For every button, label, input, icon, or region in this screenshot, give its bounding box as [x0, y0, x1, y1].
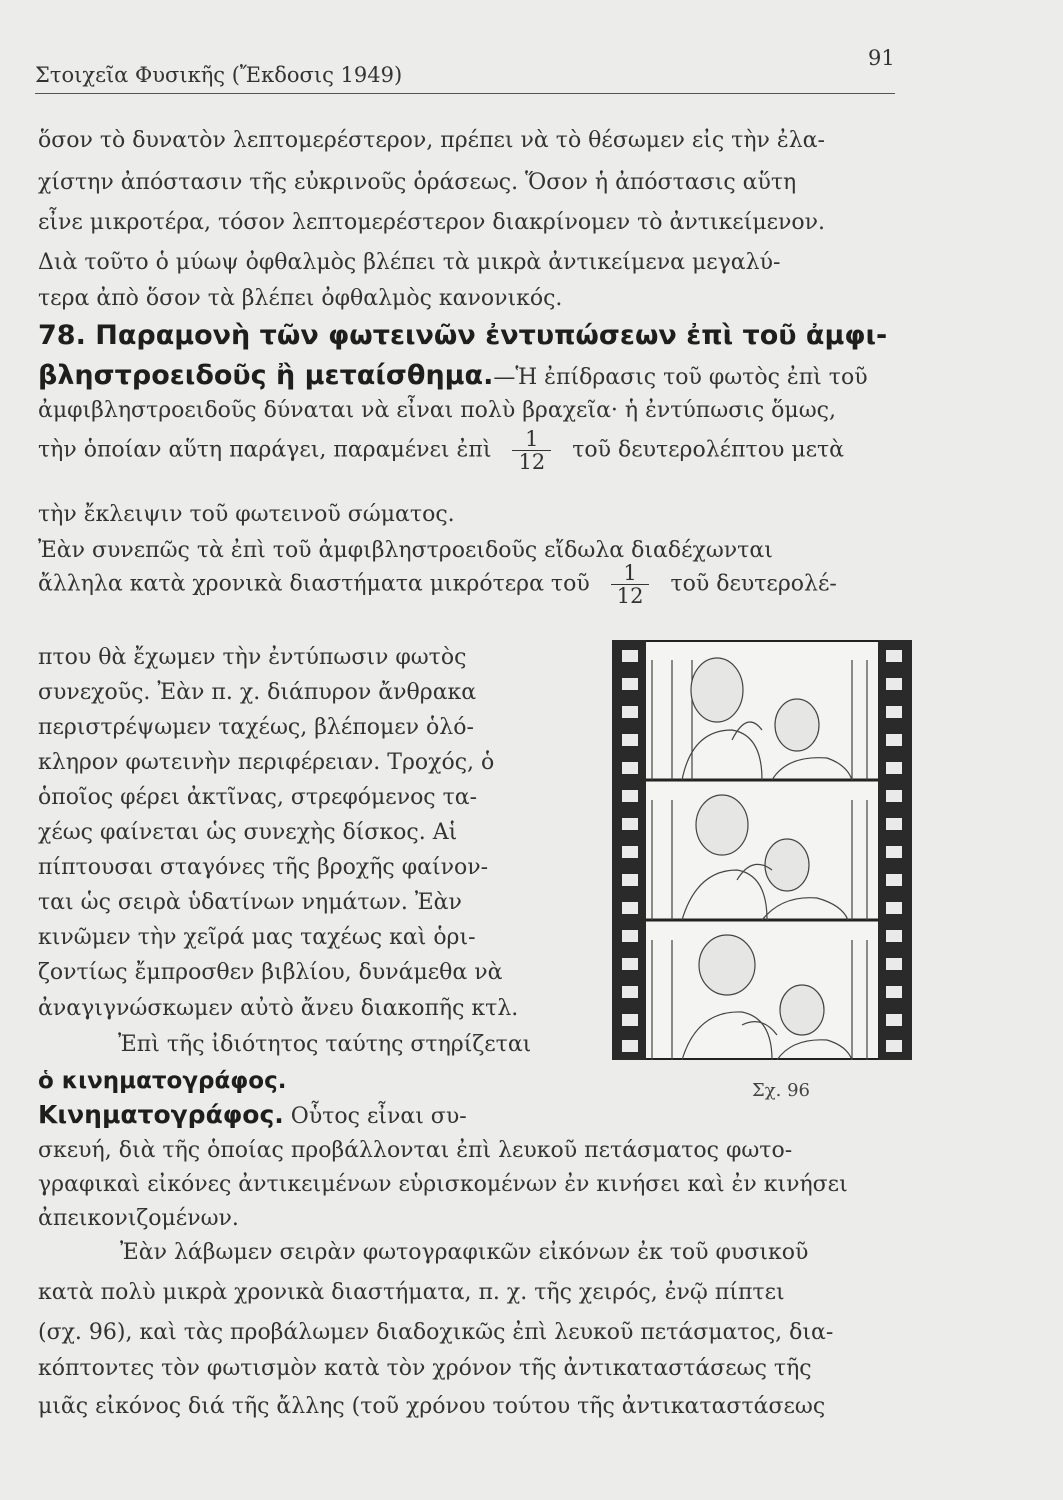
fraction	[611, 562, 650, 607]
text-line: περιστρέψωμεν ταχέως, βλέπομεν ὁλό-	[38, 715, 474, 740]
text-line: ἀναγιγνώσκωμεν αὐτὸ ἄνευ διακοπῆς κτλ.	[38, 996, 519, 1021]
text-line	[38, 360, 868, 391]
text-line	[38, 1100, 467, 1129]
text-line: Ἐὰν συνεπῶς τὰ ἐπὶ τοῦ ἀμφιβληστροειδοῦς εἴδωλα διαδέχωνται	[38, 538, 773, 563]
text-span: —Ἡ ἐπίδρασις τοῦ φωτὸς ἐπὶ τοῦ	[493, 365, 868, 390]
figure-caption: Σχ. 96	[752, 1080, 810, 1101]
subheading: Κινηματογράφος.	[38, 1100, 284, 1129]
fraction-denominator: 12	[611, 584, 650, 607]
text-line: μιᾶς εἰκόνος διά τῆς ἄλλης (τοῦ χρόνου τούτου τῆς ἀντικαταστάσεως	[38, 1394, 826, 1419]
section-heading: 78. Παραμονὴ τῶν φωτεινῶν ἐντυπώσεων ἐπὶ τοῦ ἀμφι-	[38, 320, 888, 351]
text-line: ται ὡς σειρὰ ὑδατίνων νημάτων. Ἐὰν	[38, 890, 462, 915]
text-span: ἄλληλα κατὰ χρονικὰ διαστήματα μικρότερα τοῦ	[38, 571, 590, 597]
text-line: γραφικαὶ εἰκόνες ἀντικειμένων εὑρισκομένων ἐν κινήσει καὶ ἐν κινήσει	[38, 1172, 848, 1197]
text-line: (σχ. 96), καὶ τὰς προβάλωμεν διαδοχικῶς ἐπὶ λευκοῦ πετάσματος, δια-	[38, 1320, 834, 1345]
text-line: ἀμφιβληστροειδοῦς δύναται νὰ εἶναι πολὺ βραχεῖα· ἡ ἐντύπωσις ὅμως,	[38, 398, 836, 423]
fraction-numerator: 1	[525, 427, 539, 451]
running-title: Στοιχεῖα Φυσικῆς (Ἔκδοσις 1949)	[35, 63, 403, 87]
film-strip-figure	[612, 640, 912, 1060]
text-line: κληρον φωτεινὴν περιφέρειαν. Τροχός, ὁ	[38, 750, 495, 775]
text-line: ἀπεικονιζομένων.	[38, 1206, 239, 1231]
text-line: Διὰ τοῦτο ὁ μύωψ ὀφθαλμὸς βλέπει τὰ μικρὰ ἀντικείμενα μεγαλύ-	[38, 250, 781, 275]
text-line: συνεχοῦς. Ἐὰν π. χ. διάπυρον ἄνθρακα	[38, 680, 477, 705]
text-line: Ἐὰν λάβωμεν σειρὰν φωτογραφικῶν εἰκόνων ἐκ τοῦ φυσικοῦ	[120, 1240, 809, 1265]
text-line: τὴν ἔκλειψιν τοῦ φωτεινοῦ σώματος.	[38, 502, 455, 527]
text-line: πτου θὰ ἔχωμεν τὴν ἐντύπωσιν φωτὸς	[38, 645, 467, 670]
text-line: κινῶμεν τὴν χεῖρά μας ταχέως καὶ ὁρι-	[38, 925, 476, 950]
text-span: τοῦ δευτερολέ-	[670, 571, 837, 597]
text-line: σκευή, διὰ τῆς ὁποίας προβάλλονται ἐπὶ λευκοῦ πετάσματος φωτο-	[38, 1138, 793, 1163]
text-line: πίπτουσαι σταγόνες τῆς βροχῆς φαίνον-	[38, 855, 489, 880]
text-line: ὁποῖος φέρει ἀκτῖνας, στρεφόμενος τα-	[38, 785, 478, 810]
text-span: τοῦ δευτερολέπτου μετὰ	[572, 437, 845, 463]
film-strip-illustration	[612, 640, 912, 1060]
text-line-with-fraction	[38, 428, 844, 473]
text-line: ὅσον τὸ δυνατὸν λεπτομερέστερον, πρέπει νὰ τὸ θέσωμεν εἰς τὴν ἐλα-	[38, 128, 825, 153]
text-line: χέως φαίνεται ὡς συνεχὴς δίσκος. Αἱ	[38, 820, 458, 845]
section-heading-cont: βληστροειδοῦς ἢ μεταίσθημα.	[38, 360, 494, 391]
text-line: χίστην ἀπόστασιν τῆς εὐκρινοῦς ὁράσεως. Ὅσον ἡ ἀπόστασις αὕτη	[38, 170, 797, 195]
sprocket-holes-left	[622, 650, 638, 1052]
text-line: κατὰ πολὺ μικρὰ χρονικὰ διαστήματα, π. χ. τῆς χειρός, ἐνῷ πίπτει	[38, 1280, 785, 1305]
bold-term: ὁ κινηματογράφος.	[38, 1068, 287, 1094]
sprocket-holes-right	[886, 650, 902, 1052]
text-line: τερα ἀπὸ ὅσον τὰ βλέπει ὀφθαλμὸς κανονικός.	[38, 286, 563, 311]
text-line: κόπτοντες τὸν φωτισμὸν κατὰ τὸν χρόνον τῆς ἀντικαταστάσεως τῆς	[38, 1356, 812, 1381]
text-span: Οὗτος εἶναι συ-	[290, 1104, 467, 1129]
header-rule	[35, 93, 895, 94]
text-line-with-fraction	[38, 562, 837, 607]
text-span: τὴν ὁποίαν αὕτη παράγει, παραμένει ἐπὶ	[38, 437, 492, 463]
text-line: Ἐπὶ τῆς ἰδιότητος ταύτης στηρίζεται	[118, 1032, 532, 1057]
page-number: 91	[868, 46, 895, 70]
text-line: ζοντίως ἔμπροσθεν βιβλίου, δυνάμεθα νὰ	[38, 960, 503, 985]
fraction-denominator: 12	[512, 450, 551, 473]
fraction-numerator: 1	[623, 561, 637, 585]
fraction	[512, 428, 551, 473]
text-line: εἶνε μικροτέρα, τόσον λεπτομερέστερον διακρίνομεν τὸ ἀντικείμενον.	[38, 210, 826, 235]
